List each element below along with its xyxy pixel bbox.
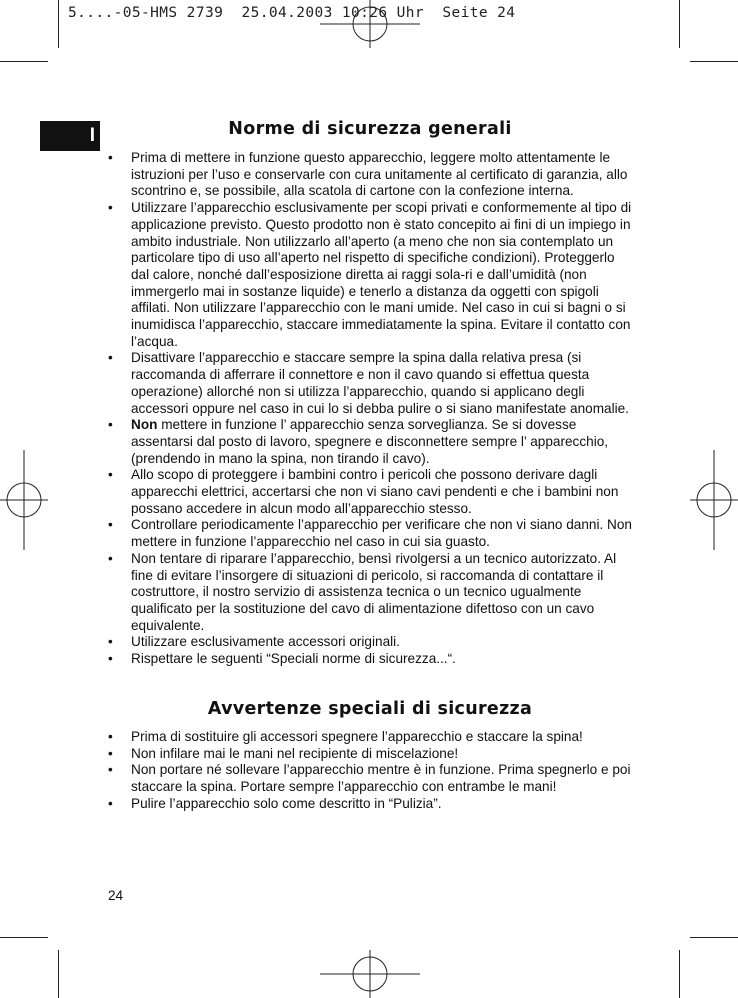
section-title-special-warnings: Avvertenze speciali di sicurezza: [207, 699, 533, 719]
crop-mark-top-right-vertical: [679, 0, 680, 48]
section-title-general-safety: Norme di sicurezza generali: [228, 119, 512, 139]
crop-mark-bottom-left-vertical: [58, 950, 59, 998]
list-item: • Rispettare le seguenti “Speciali norme di sicurezza...“.: [108, 651, 634, 668]
list-item: • Utilizzare esclusivamente accessori originali.: [108, 634, 634, 651]
bold-lead-text: Non: [131, 417, 158, 433]
list-item: • Non infilare mai le mani nel recipiente di miscelazione!: [108, 746, 634, 763]
print-header: 5....-05-HMS 2739 25.04.2003 10:26 Uhr Seite 24: [68, 5, 516, 21]
registration-mark-left-icon: [0, 450, 48, 550]
language-tab: I: [40, 121, 100, 151]
crop-mark-top-left-vertical: [58, 0, 59, 48]
registration-mark-top-icon: [320, 0, 420, 48]
list-item: • Disattivare l’apparecchio e staccare sempre la spina dalla relativa presa (si raccomanda di afferrare il connettore e non il cavo quando si effettua questa operazione) allorché non si utilizza l’apparecchio, quando si applicano degli accessori oppure nel caso in cui lo si debba pulire o si siano manifestate anomalie.: [108, 350, 634, 417]
crop-mark-top-left-horizontal: [0, 61, 48, 62]
list-item-supervision: [108, 417, 634, 467]
list-item: • Pulire l’apparecchio solo come descritto in “Pulizia”.: [108, 796, 634, 813]
list-item-text: mettere in funzione l’ apparecchio senza sorveglianza. Se si dovesse assentarsi dal posto di lavoro, spegnere e disconnettere sempre l’ apparecchio, (prendendo in mano la spina, non tirando il cavo).: [131, 417, 609, 466]
crop-mark-top-right-horizontal: [690, 61, 738, 62]
list-item: • Utilizzare l’apparecchio esclusivamente per scopi privati e conformemente al tipo di applicazione previsto. Questo prodotto non è stato concepito ai fini di un impiego in ambito industriale. Non utilizzarlo all’aperto (a meno che non sia contemplato un particolare tipo di uso all’aperto nel rispetto di specifiche condizioni). Proteggerlo dal calore, nonché dall’esposizione diretta ai raggi sola-ri e dall’umidità (non immergerlo mai in sostanze liquide) e tenerlo a distanza da oggetti con spigoli affilati. Non utilizzare l’apparecchio con le mani umide. Nel caso in cui si bagni o si inumidisca l’apparecchio, staccare immediatamente la spina. Evitare il contatto con l’acqua.: [108, 200, 634, 350]
crop-mark-bottom-right-horizontal: [690, 937, 738, 938]
registration-mark-right-icon: [690, 450, 738, 550]
crop-mark-bottom-left-horizontal: [0, 937, 48, 938]
list-item: • Non portare né sollevare l’apparecchio mentre è in funzione. Prima spegnerlo e poi staccare la spina. Portare sempre l’apparecchio con entrambe le mani!: [108, 762, 634, 795]
special-warnings-list: [108, 729, 634, 813]
list-item: • Prima di sostituire gli accessori spegnere l’apparecchio e staccare la spina!: [108, 729, 634, 746]
list-item: • Allo scopo di proteggere i bambini contro i pericoli che possono derivare dagli apparecchi elettrici, accertarsi che non vi siano cavi pendenti e che i bambini non possano accedere in alcun modo all’apparecchio stesso.: [108, 467, 634, 517]
general-safety-list: [108, 150, 634, 668]
list-item: • Controllare periodicamente l’apparecchio per verificare che non vi siano danni. Non mettere in funzione l’apparecchio nel caso in cui sia guasto.: [108, 517, 634, 550]
registration-mark-bottom-icon: [320, 950, 420, 998]
list-item: • Prima di mettere in funzione questo apparecchio, leggere molto attentamente le istruzioni per l’uso e conservarle con cura unitamente al certificato di garanzia, allo scontrino e, se possibile, alla scatola di cartone con la confezione interna.: [108, 150, 634, 200]
list-item: • Non tentare di riparare l’apparecchio, bensì rivolgersi a un tecnico autorizzato. Al fine di evitare l’insorgere di situazioni di pericolo, si raccomanda di contattare il costruttore, il nostro servizio di assistenza tecnica o un tecnico ugualmente qualificato per la sostituzione del cavo di alimentazione difettoso con un cavo equivalente.: [108, 551, 634, 635]
crop-mark-bottom-right-vertical: [679, 950, 680, 998]
page-number: 24: [108, 888, 124, 903]
